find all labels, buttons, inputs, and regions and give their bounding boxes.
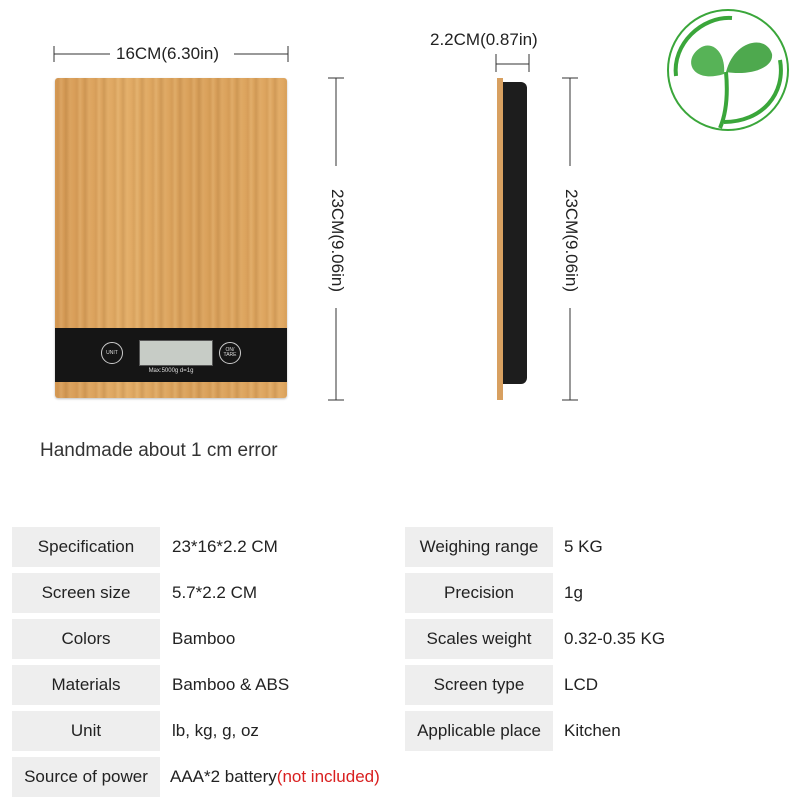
spec-label-applicable-place: Applicable place (405, 711, 553, 751)
scale-top-view (55, 78, 287, 398)
spec-label-screen-type: Screen type (405, 665, 553, 705)
width-dimension-label: 16CM(6.30in) (116, 44, 219, 63)
thickness-dimension-label: 2.2CM(0.87in) (430, 30, 538, 49)
spec-label-unit: Unit (12, 711, 160, 751)
spec-label-materials: Materials (12, 665, 160, 705)
thickness-dimension-line (493, 52, 533, 74)
spec-value-scales-weight: 0.32-0.35 KG (564, 629, 666, 648)
tare-button: ON/ TARE (219, 342, 241, 364)
spec-value-unit: lb, kg, g, oz (172, 721, 259, 740)
side-height-dimension-label: 23CM(9.06in) (562, 189, 581, 292)
spec-value-power (170, 757, 400, 797)
spec-label-precision: Precision (405, 573, 553, 613)
spec-value-screen-size: 5.7*2.2 CM (172, 583, 258, 602)
control-panel (55, 328, 287, 382)
brand-logo (662, 4, 794, 136)
accuracy-note: Handmade about 1 cm error (40, 440, 278, 461)
spec-label-colors: Colors (12, 619, 160, 659)
power-note: (not included) (276, 767, 380, 786)
power-value: AAA*2 battery (170, 767, 277, 786)
spec-value-materials: Bamboo & ABS (172, 675, 290, 694)
spec-value-precision: 1g (564, 583, 583, 602)
spec-value-specification: 23*16*2.2 CM (172, 537, 278, 556)
scale-side-view-body (503, 82, 527, 384)
unit-button: UNIT (101, 342, 123, 364)
spec-label-weighing-range: Weighing range (405, 527, 553, 567)
spec-label-screen-size: Screen size (12, 573, 160, 613)
spec-label-specification: Specification (12, 527, 160, 567)
spec-value-applicable-place: Kitchen (564, 721, 621, 740)
spec-label-scales-weight: Scales weight (405, 619, 553, 659)
height-dimension-label: 23CM(9.06in) (328, 189, 347, 292)
spec-value-screen-type: LCD (564, 675, 599, 694)
spec-label-power: Source of power (12, 757, 160, 797)
lcd-display (139, 340, 213, 366)
spec-value-colors: Bamboo (172, 629, 236, 648)
capacity-label: Max:5000g d=1g (148, 368, 194, 374)
spec-value-weighing-range: 5 KG (564, 537, 603, 556)
